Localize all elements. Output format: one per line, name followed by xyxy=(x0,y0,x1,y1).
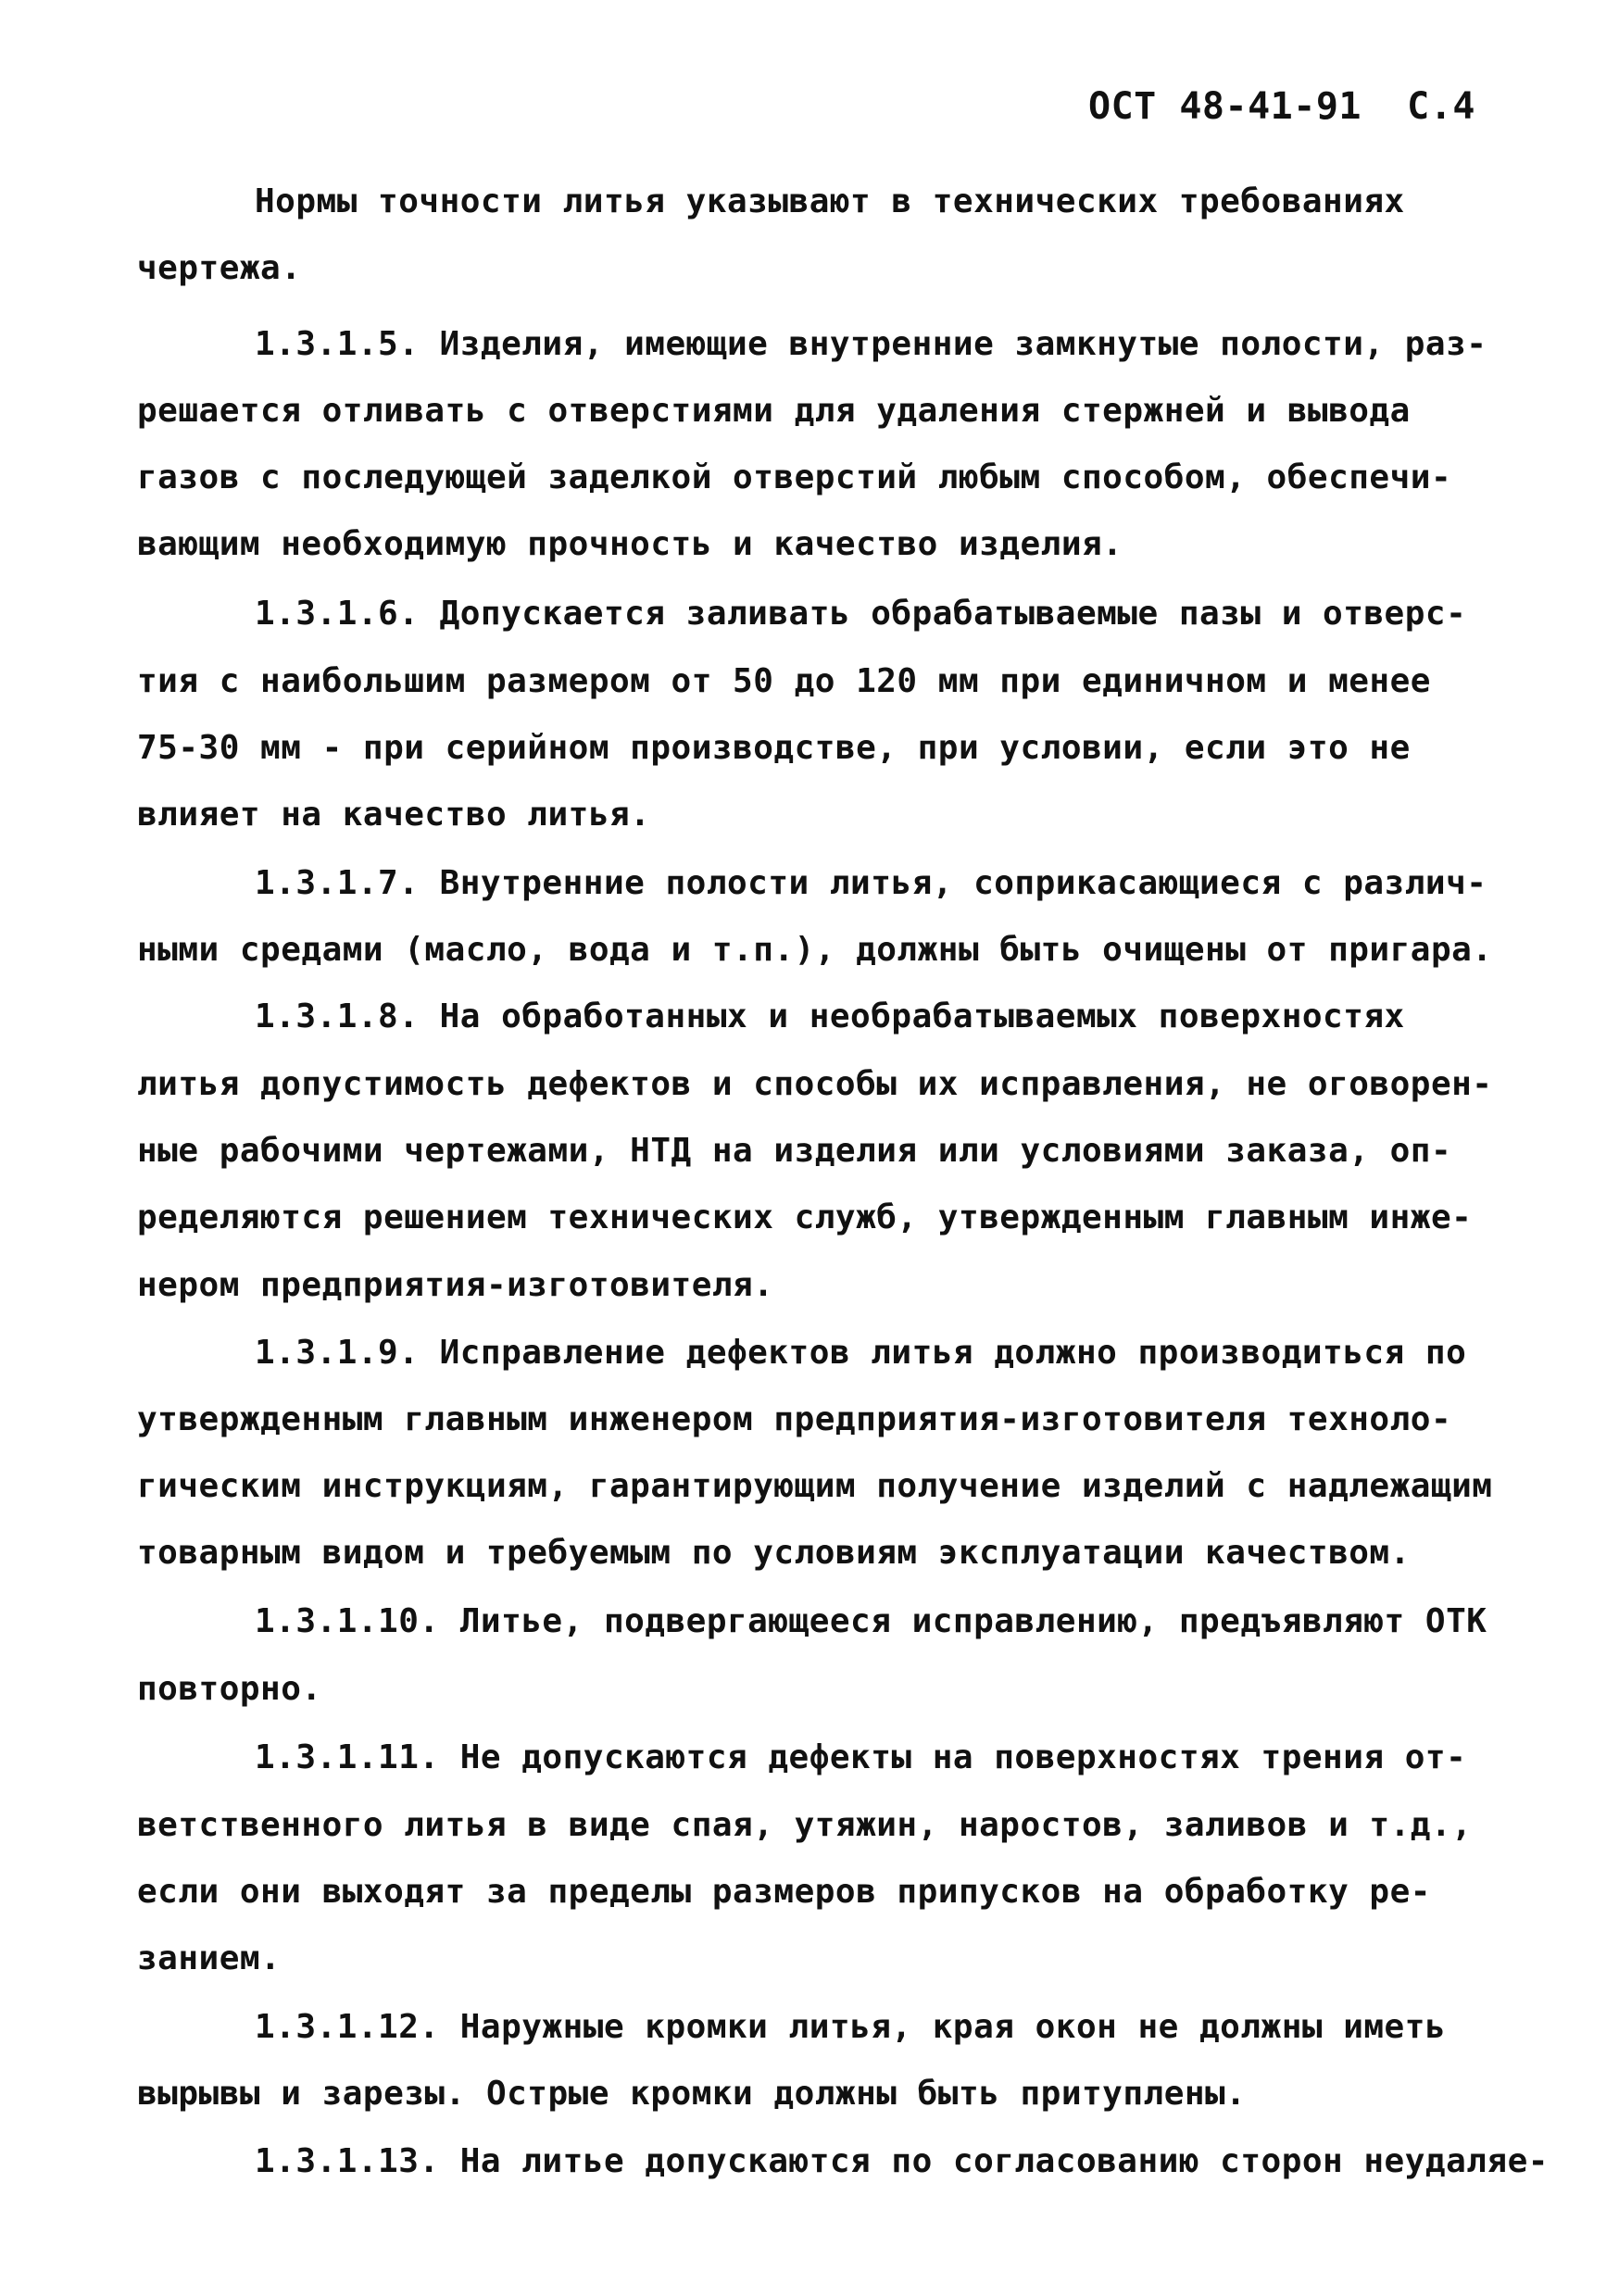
text-line: чертежа. xyxy=(137,249,302,287)
page-number: С.4 xyxy=(1407,85,1475,128)
paragraph-1-3-1-7: 1.3.1.7. Внутренние полости литья, соприкасающиеся с различ- xyxy=(255,864,1487,902)
paragraph-1-3-1-5: 1.3.1.5. Изделия, имеющие внутренние замкнутые полости, раз- xyxy=(255,325,1487,363)
text-line: ветственного литья в виде спая, утяжин, наростов, заливов и т.д., xyxy=(137,1806,1473,1844)
text-line: если они выходят за пределы размеров припусков на обработку ре- xyxy=(137,1873,1431,1911)
text-line: нером предприятия-изготовителя. xyxy=(137,1266,774,1304)
document-number: ОСТ 48-41-91 xyxy=(1088,85,1362,128)
text-line: повторно. xyxy=(137,1670,322,1708)
text-line: тия с наибольшим размером от 50 до 120 мм при единичном и менее xyxy=(137,662,1431,700)
text-line: ные рабочими чертежами, НТД на изделия или условиями заказа, оп- xyxy=(137,1132,1452,1170)
text-line: Нормы точности литья указывают в технических требованиях xyxy=(255,182,1405,220)
text-line: 75-30 мм - при серийном производстве, при условии, если это не xyxy=(137,729,1411,767)
text-line: решается отливать с отверстиями для удаления стержней и вывода xyxy=(137,392,1411,430)
paragraph-1-3-1-6: 1.3.1.6. Допускается заливать обрабатываемые пазы и отверс- xyxy=(255,595,1467,633)
text-line: вырывы и зарезы. Острые кромки должны быть притуплены. xyxy=(137,2075,1247,2113)
text-line: газов с последующей заделкой отверстий любым способом, обеспечи- xyxy=(137,458,1452,496)
paragraph-1-3-1-8: 1.3.1.8. На обработанных и необрабатываемых поверхностях xyxy=(255,997,1405,1035)
text-line: вающим необходимую прочность и качество изделия. xyxy=(137,525,1123,563)
paragraph-1-3-1-12: 1.3.1.12. Наружные кромки литья, края окон не должны иметь xyxy=(255,2008,1447,2046)
paragraph-1-3-1-13: 1.3.1.13. На литье допускаются по согласованию сторон неудаляе- xyxy=(255,2142,1549,2180)
text-line: влияет на качество литья. xyxy=(137,796,651,834)
text-line: литья допустимость дефектов и способы их исправления, не оговорен- xyxy=(137,1065,1493,1103)
text-line: товарным видом и требуемым по условиям эксплуатации качеством. xyxy=(137,1534,1411,1572)
page-header xyxy=(1088,85,1475,128)
text-line: гическим инструкциям, гарантирующим получение изделий с надлежащим xyxy=(137,1467,1493,1505)
text-line: ределяются решением технических служб, утвержденным главным инже- xyxy=(137,1198,1473,1236)
text-line: ными средами (масло, вода и т.п.), должны быть очищены от пригара. xyxy=(137,931,1493,969)
paragraph-1-3-1-11: 1.3.1.11. Не допускаются дефекты на поверхностях трения от- xyxy=(255,1738,1467,1776)
text-line: занием. xyxy=(137,1939,282,1977)
paragraph-1-3-1-10: 1.3.1.10. Литье, подвергающееся исправлению, предъявляют ОТК xyxy=(255,1602,1487,1640)
text-line: утвержденным главным инженером предприятия-изготовителя техноло- xyxy=(137,1400,1452,1438)
paragraph-1-3-1-9: 1.3.1.9. Исправление дефектов литья должно производиться по xyxy=(255,1334,1467,1372)
